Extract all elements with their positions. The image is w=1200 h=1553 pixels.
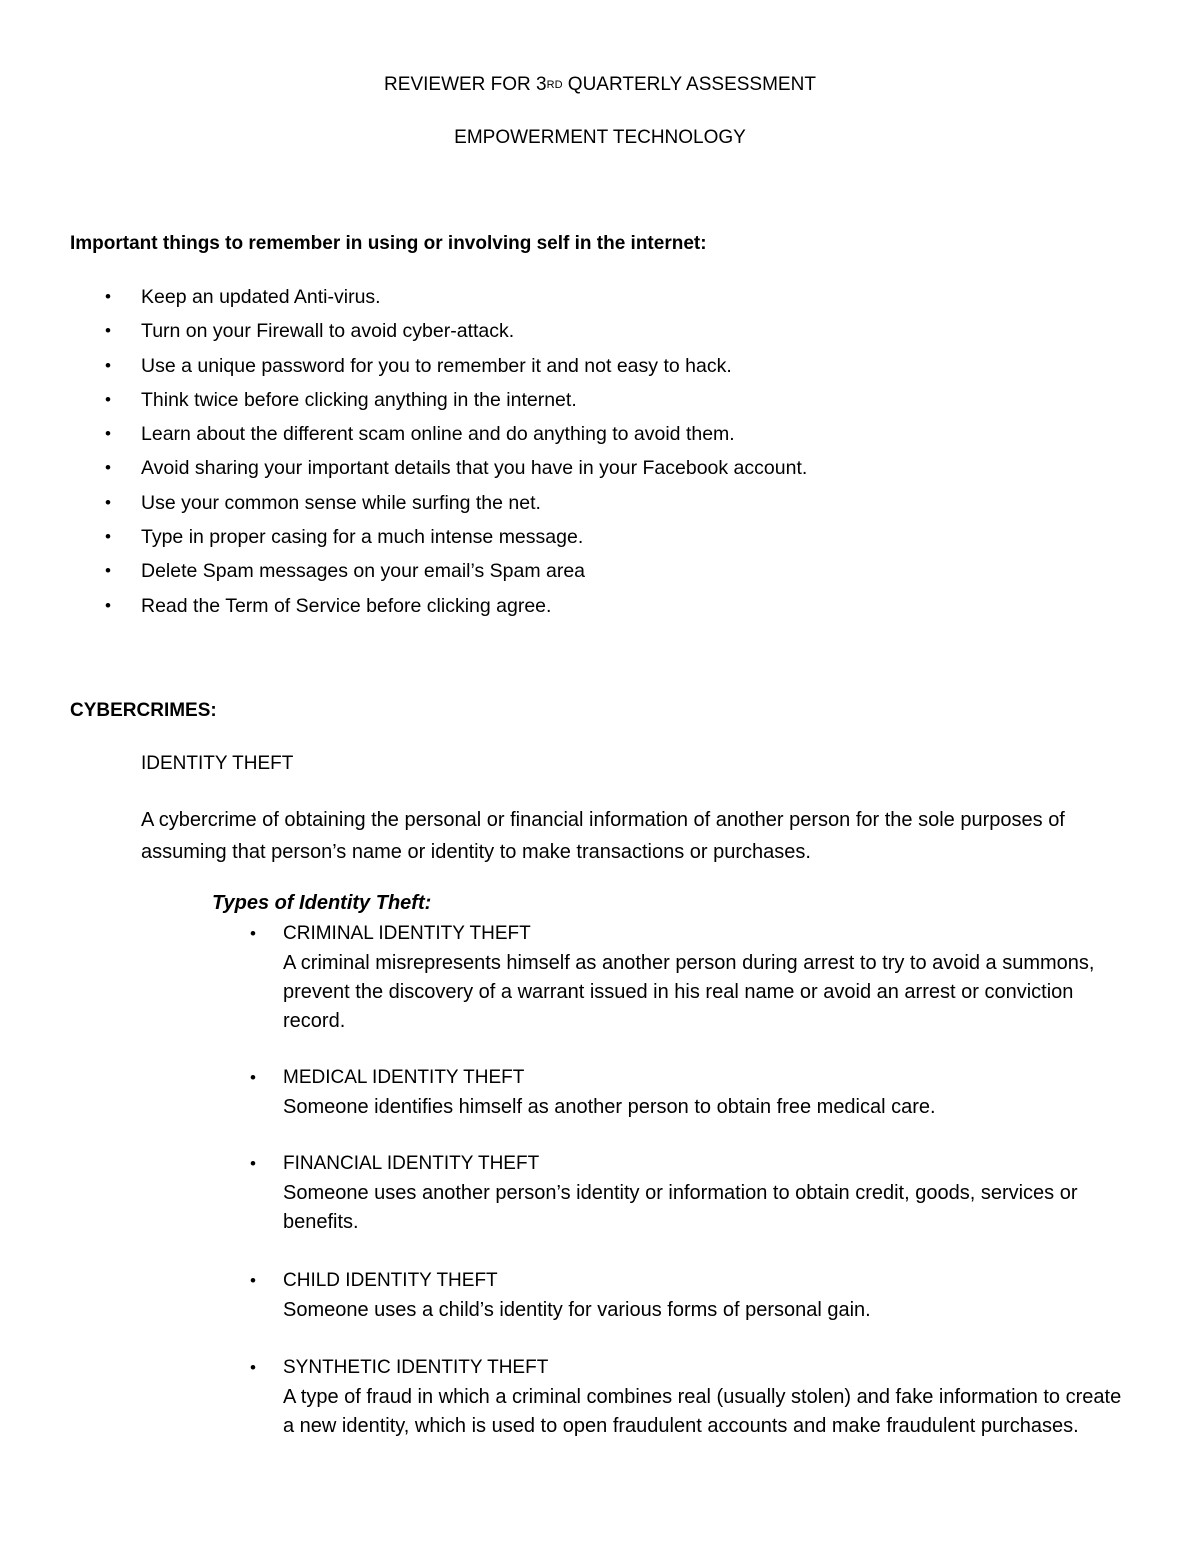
title-text: REVIEWER FOR 3 — [384, 74, 547, 95]
tip-item — [0, 525, 1200, 559]
bullet-icon: • — [105, 492, 111, 512]
bullet-icon: • — [250, 1068, 256, 1087]
tip-text: Read the Term of Service before clicking agree. — [141, 594, 552, 617]
bullet-icon: • — [250, 1358, 256, 1377]
title-text-end: QUARTERLY ASSESSMENT — [562, 74, 816, 95]
bullet-icon: • — [105, 561, 111, 581]
bullet-icon: • — [250, 1271, 256, 1290]
tip-text: Turn on your Firewall to avoid cyber-attack. — [141, 320, 515, 343]
bullet-icon: • — [250, 1154, 256, 1173]
cybercrimes-heading: CYBERCRIMES: — [70, 700, 217, 721]
tip-text: Think twice before clicking anything in the internet. — [141, 388, 577, 411]
identity-theft-definition: A cybercrime of obtaining the personal or financial information of another person for the sole purposes of assuming that person’s name or identity to make transactions or purchases. — [141, 809, 1065, 863]
bullet-icon: • — [105, 321, 111, 341]
identity-type-name: MEDICAL IDENTITY THEFT — [283, 1067, 525, 1088]
tip-text: Use a unique password for you to remember it and not easy to hack. — [141, 354, 732, 377]
tip-text: Type in proper casing for a much intense message. — [141, 526, 584, 549]
document-title — [0, 73, 1200, 97]
tip-item — [0, 388, 1200, 422]
types-heading: Types of Identity Theft: — [212, 892, 432, 914]
title-superscript: RD — [546, 79, 563, 91]
tip-item — [0, 354, 1200, 388]
identity-type-name: FINANCIAL IDENTITY THEFT — [283, 1153, 540, 1174]
identity-type-description: A type of fraud in which a criminal combines real (usually stolen) and fake information to create a new identity, which is used to open fraudulent accounts and make fraudulent purchases. — [283, 1386, 1122, 1437]
bullet-icon: • — [105, 458, 111, 478]
tip-item — [0, 491, 1200, 525]
bullet-icon: • — [105, 389, 111, 409]
tip-item — [0, 594, 1200, 628]
identity-type-name: SYNTHETIC IDENTITY THEFT — [283, 1357, 549, 1378]
document-subtitle: EMPOWERMENT TECHNOLOGY — [454, 127, 746, 148]
tip-item — [0, 422, 1200, 456]
bullet-icon: • — [105, 424, 111, 444]
tip-text: Keep an updated Anti-virus. — [141, 286, 381, 308]
bullet-icon: • — [250, 924, 256, 943]
tip-text: Learn about the different scam online and do anything to avoid them. — [141, 423, 735, 446]
tip-text: Delete Spam messages on your email’s Spam area — [141, 560, 586, 583]
tips-list — [0, 285, 1200, 628]
tip-item — [0, 559, 1200, 593]
identity-type-description: Someone identifies himself as another person to obtain free medical care. — [283, 1096, 936, 1118]
identity-type-description: Someone uses a child’s identity for various forms of personal gain. — [283, 1299, 871, 1321]
identity-theft-heading: IDENTITY THEFT — [141, 753, 294, 774]
bullet-icon: • — [105, 595, 111, 615]
tip-item — [0, 319, 1200, 353]
tip-item — [0, 456, 1200, 490]
identity-type-description: A criminal misrepresents himself as another person during arrest to try to avoid a summons, prevent the discovery of a warrant issued in his real name or avoid an arrest or conviction record. — [283, 952, 1095, 1032]
tip-text: Avoid sharing your important details that you have in your Facebook account. — [141, 457, 808, 480]
tip-item — [0, 285, 1200, 319]
bullet-icon: • — [105, 527, 111, 547]
identity-type-name: CHILD IDENTITY THEFT — [283, 1270, 498, 1291]
bullet-icon: • — [105, 287, 111, 306]
bullet-icon: • — [105, 355, 111, 375]
identity-type-description: Someone uses another person’s identity or information to obtain credit, goods, services or benefits. — [283, 1182, 1078, 1233]
intro-heading: Important things to remember in using or involving self in the internet: — [70, 233, 707, 254]
identity-type-name: CRIMINAL IDENTITY THEFT — [283, 923, 531, 944]
tip-text: Use your common sense while surfing the net. — [141, 491, 541, 514]
